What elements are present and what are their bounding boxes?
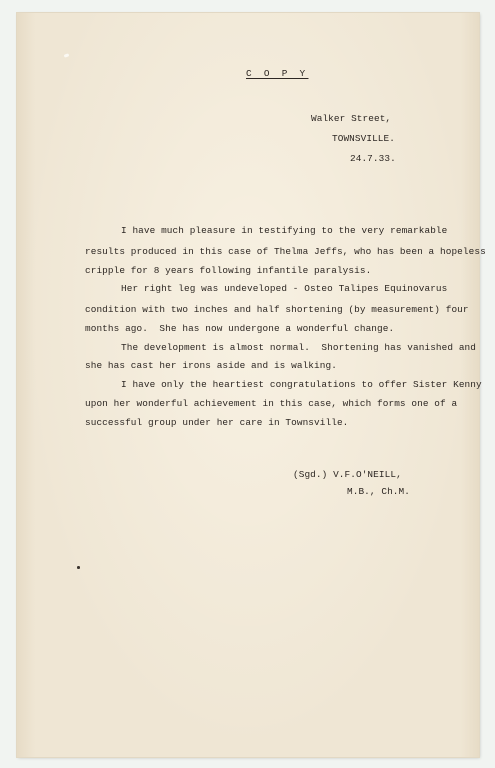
body-line: results produced in this case of Thelma Jeffs, who has been a hopeless — [85, 246, 486, 257]
ink-speck — [77, 566, 80, 569]
paper-blemish — [64, 53, 70, 58]
body-line: months ago. She has now undergone a wonderful change. — [85, 323, 395, 334]
body-line: she has cast her irons aside and is walking. — [85, 360, 337, 371]
body-line: cripple for 8 years following infantile paralysis. — [85, 265, 372, 276]
body-line: I have only the heartiest congratulations to offer Sister Kenny — [121, 379, 482, 390]
body-line: Her right leg was undeveloped - Osteo Talipes Equinovarus — [121, 283, 448, 294]
signature-credentials: M.B., Ch.M. — [347, 486, 410, 497]
body-line: successful group under her care in Townsville. — [85, 417, 349, 428]
body-line: I have much pleasure in testifying to the very remarkable — [121, 225, 448, 236]
letter-paper — [17, 13, 486, 757]
address-town: TOWNSVILLE. — [332, 133, 395, 144]
body-line: condition with two inches and half shortening (by measurement) four — [85, 304, 469, 315]
address-street: Walker Street, — [311, 113, 392, 124]
copy-heading: C O P Y — [246, 68, 309, 79]
letter-date: 24.7.33. — [350, 153, 396, 164]
signature-name: (Sgd.) V.F.O'NEILL, — [293, 469, 402, 480]
body-line: The development is almost normal. Shortening has vanished and — [121, 342, 477, 353]
body-line: upon her wonderful achievement in this case, which forms one of a — [85, 398, 458, 409]
